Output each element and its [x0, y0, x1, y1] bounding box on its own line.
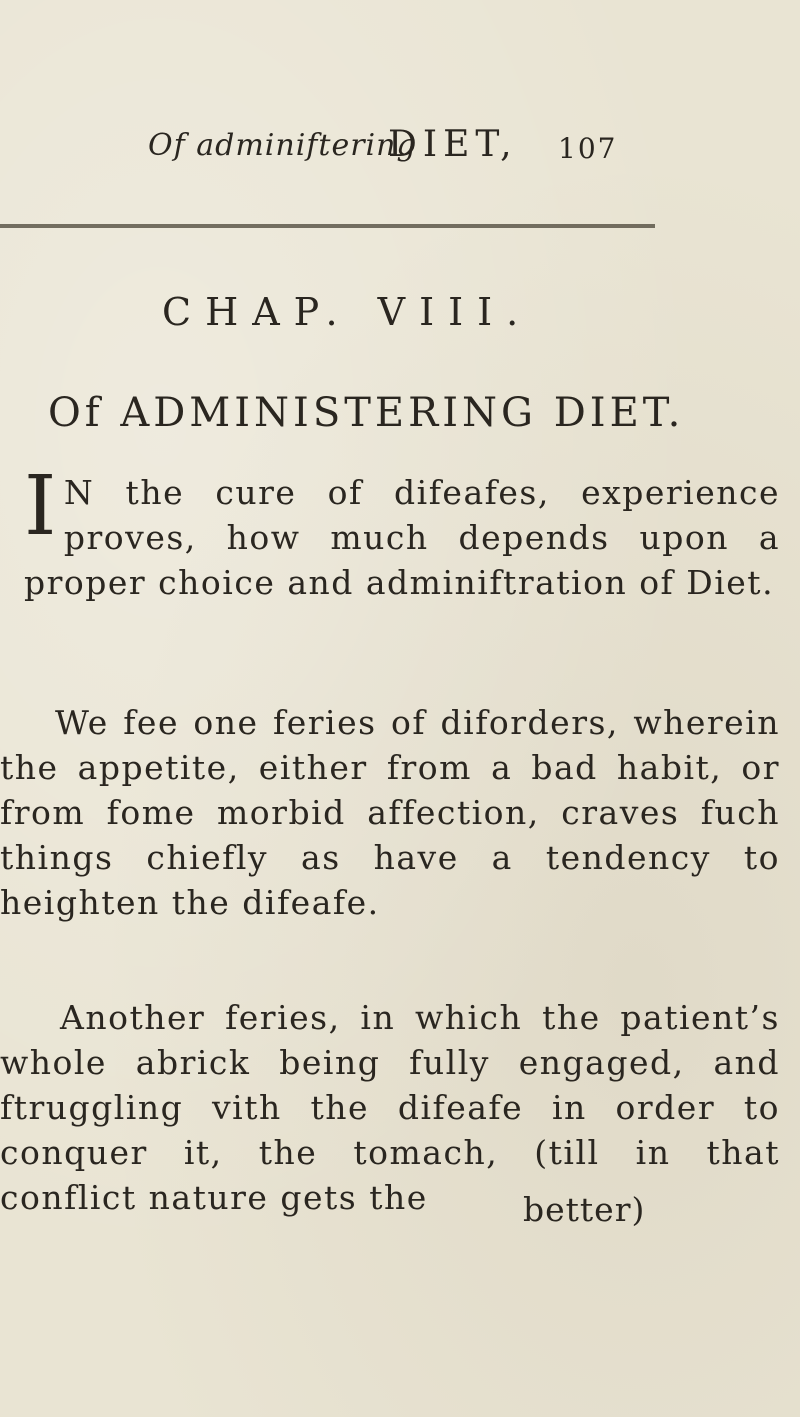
header-rule	[0, 224, 655, 228]
paragraph-1-text: N the cure of difeafes, experience proves, how much depends upon a proper choice and adminiftration of Diet.	[24, 473, 780, 602]
chapter-title: Of ADMINISTERING DIET.	[48, 390, 685, 436]
drop-cap: I	[24, 459, 58, 554]
paragraph-1	[0, 459, 800, 605]
page-number: 107	[558, 132, 618, 165]
paragraph-3: Another feries, in which the patient’s whole abrick being fully engaged, and ftruggling vith the difeafe in order to conquer it, the tomach, (till in that conflict nature gets the	[0, 998, 780, 1217]
catchword: better)	[523, 1190, 646, 1229]
running-head-title: Of adminiftering	[148, 128, 417, 163]
chapter-heading: CHAP. VIII.	[162, 290, 533, 334]
running-head-subject: DIET,	[388, 124, 518, 165]
running-head	[148, 120, 708, 180]
paragraph-2: We fee one feries of diforders, wherein the appetite, either from a bad habit, or from fome morbid affection, craves fuch things chiefly as have a tendency to heighten the difeafe.	[0, 703, 780, 922]
